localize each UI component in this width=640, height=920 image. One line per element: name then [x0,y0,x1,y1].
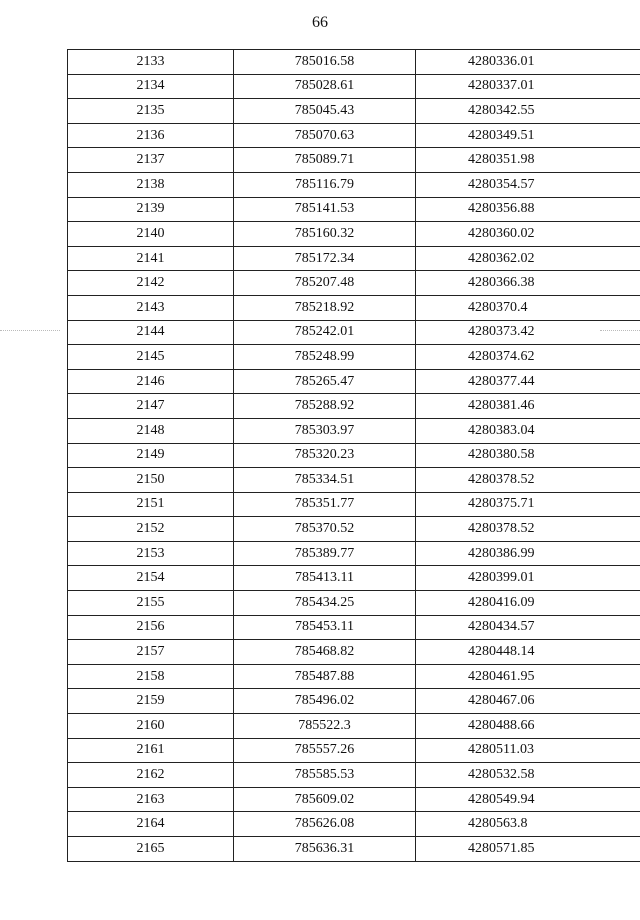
y-coordinate-cell: 4280356.88 [416,197,640,222]
y-coordinate-cell: 4280366.38 [416,271,640,296]
x-coordinate-cell: 785413.11 [234,566,416,591]
point-number-cell: 2145 [68,345,234,370]
point-number-cell: 2137 [68,148,234,173]
y-coordinate-cell: 4280461.95 [416,664,640,689]
x-coordinate-cell: 785248.99 [234,345,416,370]
x-coordinate-cell: 785242.01 [234,320,416,345]
table-row [68,615,640,640]
y-coordinate-cell: 4280383.04 [416,418,640,443]
x-coordinate-cell: 785116.79 [234,172,416,197]
point-number-cell: 2136 [68,123,234,148]
x-coordinate-cell: 785351.77 [234,492,416,517]
x-coordinate-cell: 785045.43 [234,99,416,124]
y-coordinate-cell: 4280337.01 [416,74,640,99]
point-number-cell: 2156 [68,615,234,640]
table-row [68,517,640,542]
y-coordinate-cell: 4280354.57 [416,172,640,197]
x-coordinate-cell: 785453.11 [234,615,416,640]
point-number-cell: 2162 [68,763,234,788]
y-coordinate-cell: 4280563.8 [416,812,640,837]
point-number-cell: 2142 [68,271,234,296]
y-coordinate-cell: 4280488.66 [416,714,640,739]
table-row [68,345,640,370]
point-number-cell: 2160 [68,714,234,739]
point-number-cell: 2153 [68,541,234,566]
table-row [68,99,640,124]
y-coordinate-cell: 4280374.62 [416,345,640,370]
point-number-cell: 2158 [68,664,234,689]
table-row [68,320,640,345]
point-number-cell: 2152 [68,517,234,542]
x-coordinate-cell: 785557.26 [234,738,416,763]
x-coordinate-cell: 785370.52 [234,517,416,542]
y-coordinate-cell: 4280362.02 [416,246,640,271]
page-number: 66 [312,14,328,31]
x-coordinate-cell: 785089.71 [234,148,416,173]
point-number-cell: 2161 [68,738,234,763]
table-row [68,246,640,271]
point-number-cell: 2165 [68,837,234,862]
table-row [68,197,640,222]
table-row [68,50,640,75]
point-number-cell: 2134 [68,74,234,99]
coordinates-table [67,49,640,862]
table-row [68,172,640,197]
x-coordinate-cell: 785626.08 [234,812,416,837]
x-coordinate-cell: 785070.63 [234,123,416,148]
y-coordinate-cell: 4280375.71 [416,492,640,517]
x-coordinate-cell: 785288.92 [234,394,416,419]
x-coordinate-cell: 785334.51 [234,468,416,493]
y-coordinate-cell: 4280386.99 [416,541,640,566]
y-coordinate-cell: 4280467.06 [416,689,640,714]
point-number-cell: 2149 [68,443,234,468]
table-row [68,123,640,148]
point-number-cell: 2143 [68,295,234,320]
y-coordinate-cell: 4280571.85 [416,837,640,862]
y-coordinate-cell: 4280549.94 [416,787,640,812]
x-coordinate-cell: 785609.02 [234,787,416,812]
x-coordinate-cell: 785265.47 [234,369,416,394]
y-coordinate-cell: 4280377.44 [416,369,640,394]
table-row [68,738,640,763]
x-coordinate-cell: 785016.58 [234,50,416,75]
y-coordinate-cell: 4280511.03 [416,738,640,763]
table-row [68,689,640,714]
table-row [68,369,640,394]
point-number-cell: 2144 [68,320,234,345]
table-row [68,148,640,173]
point-number-cell: 2151 [68,492,234,517]
table-row [68,222,640,247]
table-row [68,74,640,99]
x-coordinate-cell: 785496.02 [234,689,416,714]
y-coordinate-cell: 4280532.58 [416,763,640,788]
x-coordinate-cell: 785207.48 [234,271,416,296]
point-number-cell: 2140 [68,222,234,247]
table-row [68,714,640,739]
table-row [68,763,640,788]
x-coordinate-cell: 785218.92 [234,295,416,320]
y-coordinate-cell: 4280370.4 [416,295,640,320]
table-row [68,295,640,320]
y-coordinate-cell: 4280336.01 [416,50,640,75]
x-coordinate-cell: 785389.77 [234,541,416,566]
x-coordinate-cell: 785468.82 [234,640,416,665]
point-number-cell: 2148 [68,418,234,443]
table-row [68,418,640,443]
table-row [68,787,640,812]
point-number-cell: 2138 [68,172,234,197]
y-coordinate-cell: 4280434.57 [416,615,640,640]
y-coordinate-cell: 4280349.51 [416,123,640,148]
table-row [68,541,640,566]
x-coordinate-cell: 785160.32 [234,222,416,247]
x-coordinate-cell: 785320.23 [234,443,416,468]
point-number-cell: 2154 [68,566,234,591]
table-row [68,443,640,468]
point-number-cell: 2141 [68,246,234,271]
scan-artifact-left [0,330,60,332]
y-coordinate-cell: 4280448.14 [416,640,640,665]
point-number-cell: 2164 [68,812,234,837]
point-number-cell: 2133 [68,50,234,75]
point-number-cell: 2135 [68,99,234,124]
x-coordinate-cell: 785172.34 [234,246,416,271]
point-number-cell: 2157 [68,640,234,665]
table-row [68,492,640,517]
y-coordinate-cell: 4280378.52 [416,517,640,542]
x-coordinate-cell: 785522.3 [234,714,416,739]
table-row [68,640,640,665]
table-row [68,271,640,296]
table-row [68,468,640,493]
point-number-cell: 2159 [68,689,234,714]
x-coordinate-cell: 785487.88 [234,664,416,689]
x-coordinate-cell: 785636.31 [234,837,416,862]
y-coordinate-cell: 4280342.55 [416,99,640,124]
y-coordinate-cell: 4280380.58 [416,443,640,468]
y-coordinate-cell: 4280373.42 [416,320,640,345]
y-coordinate-cell: 4280381.46 [416,394,640,419]
table-row [68,812,640,837]
table-row [68,591,640,616]
x-coordinate-cell: 785303.97 [234,418,416,443]
table-row [68,837,640,862]
y-coordinate-cell: 4280351.98 [416,148,640,173]
y-coordinate-cell: 4280360.02 [416,222,640,247]
table-row [68,664,640,689]
point-number-cell: 2155 [68,591,234,616]
point-number-cell: 2147 [68,394,234,419]
table-row [68,566,640,591]
point-number-cell: 2139 [68,197,234,222]
point-number-cell: 2146 [68,369,234,394]
y-coordinate-cell: 4280416.09 [416,591,640,616]
x-coordinate-cell: 785585.53 [234,763,416,788]
point-number-cell: 2163 [68,787,234,812]
x-coordinate-cell: 785028.61 [234,74,416,99]
point-number-cell: 2150 [68,468,234,493]
x-coordinate-cell: 785141.53 [234,197,416,222]
coordinates-table-body [68,50,640,862]
y-coordinate-cell: 4280378.52 [416,468,640,493]
table-row [68,394,640,419]
y-coordinate-cell: 4280399.01 [416,566,640,591]
x-coordinate-cell: 785434.25 [234,591,416,616]
